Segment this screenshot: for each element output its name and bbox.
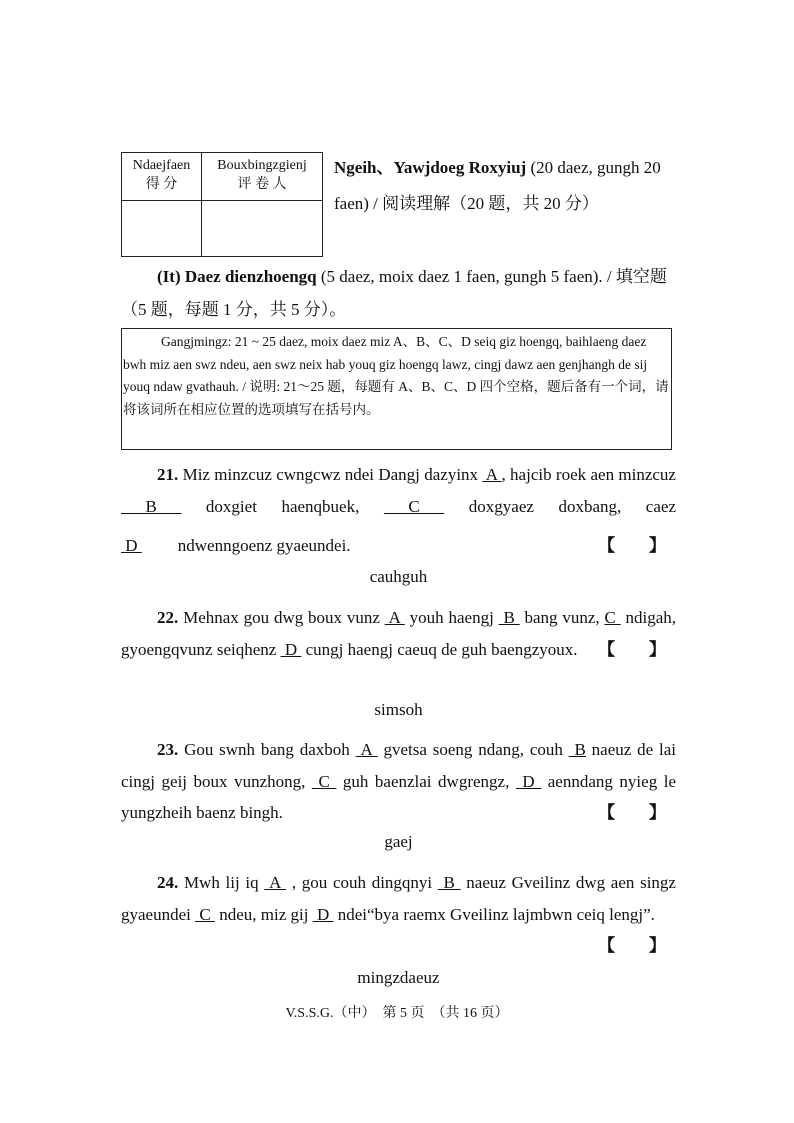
- grader-header-chinese: 评 卷 人: [237, 177, 287, 192]
- question-text: , hajcib roek aen minzcuz: [501, 465, 676, 484]
- score-header: [122, 153, 202, 201]
- question-text: Mwh lij iq: [178, 873, 265, 892]
- blank-c: C: [604, 608, 621, 627]
- grader-header: [202, 153, 323, 201]
- page-footer: V.S.S.G.（中） 第 5 页 （共 16 页）: [285, 1006, 509, 1021]
- part-title-bold: (It) Daez dienzhoengq: [157, 267, 317, 286]
- score-header-chinese: 得 分: [145, 177, 178, 192]
- question-text: ndwenngoenz gyaeundei.: [177, 536, 351, 555]
- blank-c: C: [311, 771, 337, 791]
- option-word-22: simsoh: [374, 700, 423, 719]
- option-word-21: cauhguh: [369, 567, 428, 586]
- question-number: 22.: [157, 608, 179, 627]
- part-title: [121, 260, 676, 326]
- blank-b: B: [121, 496, 182, 516]
- answer-bracket[interactable]: 【 】: [598, 803, 666, 822]
- question-text: ndei“bya raemx Gveilinz lajmbwn ceiq lengj”.: [333, 904, 655, 924]
- blank-b: B: [568, 740, 586, 759]
- question-text: Miz minzcuz cwngcwz ndei Dangj dazyinx: [178, 465, 483, 484]
- question-number: 24.: [157, 873, 179, 892]
- blank-d: D: [280, 639, 302, 659]
- score-cell[interactable]: [122, 201, 202, 257]
- question-text: , gou couh dingqnyi: [286, 873, 438, 892]
- question-text: naeuz Gveilinz dwg aen singz gyaeundei: [121, 873, 676, 924]
- question-text: naeuz de lai cingj geij boux vunzhong,: [121, 740, 676, 791]
- blank-b: B: [437, 873, 461, 892]
- blank-c: C: [195, 904, 215, 924]
- question-number: 21.: [157, 465, 179, 484]
- question-text: cungj haengj caeuq de guh baengzyoux.: [301, 639, 578, 659]
- answer-bracket[interactable]: 【 】: [598, 536, 666, 555]
- blank-d: D: [515, 771, 542, 791]
- question-text: bang vunz,: [519, 608, 605, 627]
- option-word-24: mingzdaeuz: [357, 968, 440, 987]
- question-text: guh baenzlai dwgrengz,: [336, 771, 516, 791]
- answer-bracket[interactable]: 【 】: [598, 936, 666, 955]
- section-title: [334, 150, 679, 222]
- question-text: Gou swnh bang daxboh: [178, 740, 356, 759]
- blank-a: A: [482, 465, 502, 484]
- question-number: 23.: [157, 740, 179, 759]
- grader-cell[interactable]: [202, 201, 323, 257]
- question-text: gvetsa soeng ndang, couh: [377, 740, 569, 759]
- question-text: youh haengj: [404, 608, 499, 627]
- question-text: doxgyaez doxbang, caez: [444, 496, 676, 516]
- blank-a: A: [264, 873, 287, 892]
- question-23: [121, 734, 676, 829]
- option-word-23: gaej: [384, 832, 413, 851]
- blank-b: B: [498, 608, 520, 627]
- question-22: [121, 602, 676, 665]
- answer-bracket[interactable]: 【 】: [598, 639, 666, 659]
- blank-d: D: [312, 904, 334, 924]
- grader-header-zhuang: Bouxbingzgienj: [217, 158, 307, 173]
- blank-a: A: [384, 608, 405, 627]
- section-title-bold: Ngeih、Yawjdoeg Roxyiuj: [334, 158, 527, 177]
- section-title-rest: (20 daez, gungh 20 faen) / 阅读理解（20 题，共 20 分）: [334, 158, 661, 213]
- question-text: Mehnax gou dwg boux vunz: [178, 608, 385, 627]
- blank-d: D: [121, 536, 142, 555]
- question-text: doxgiet haenqbuek,: [181, 496, 384, 516]
- question-24: [121, 867, 676, 962]
- question-text: ndigah, gyoengqvunz seiqhenz: [121, 608, 676, 659]
- question-21: [121, 459, 676, 562]
- part-title-rest: (5 daez, moix daez 1 faen, gungh 5 faen). / 填空题（5 题，每题 1 分，共 5 分）。: [121, 267, 667, 319]
- score-table: [121, 152, 323, 257]
- instruction-box: Gangjmingz: 21 ~ 25 daez, moix daez miz A、B、C、D seiq giz hoengq, baihlaeng daez bwh miz aen swz ndeu, aen swz neix hab youq giz hoengq lawz, cingj dawz aen genjhangh de sij youq ndaw gvathauh. / 说明: 21～25 题，每题有 A、B、C、D 四个空格，题后备有一个词，请将该词所在相应位置的选项填写在括号内。: [121, 328, 672, 450]
- score-header-zhuang: Ndaejfaen: [132, 158, 191, 173]
- question-text: ndeu, miz gij: [214, 904, 313, 924]
- blank-c: C: [383, 496, 445, 516]
- question-text: aenndang nyieg le yungzheih baenz bingh.: [121, 771, 676, 822]
- blank-a: A: [355, 740, 378, 759]
